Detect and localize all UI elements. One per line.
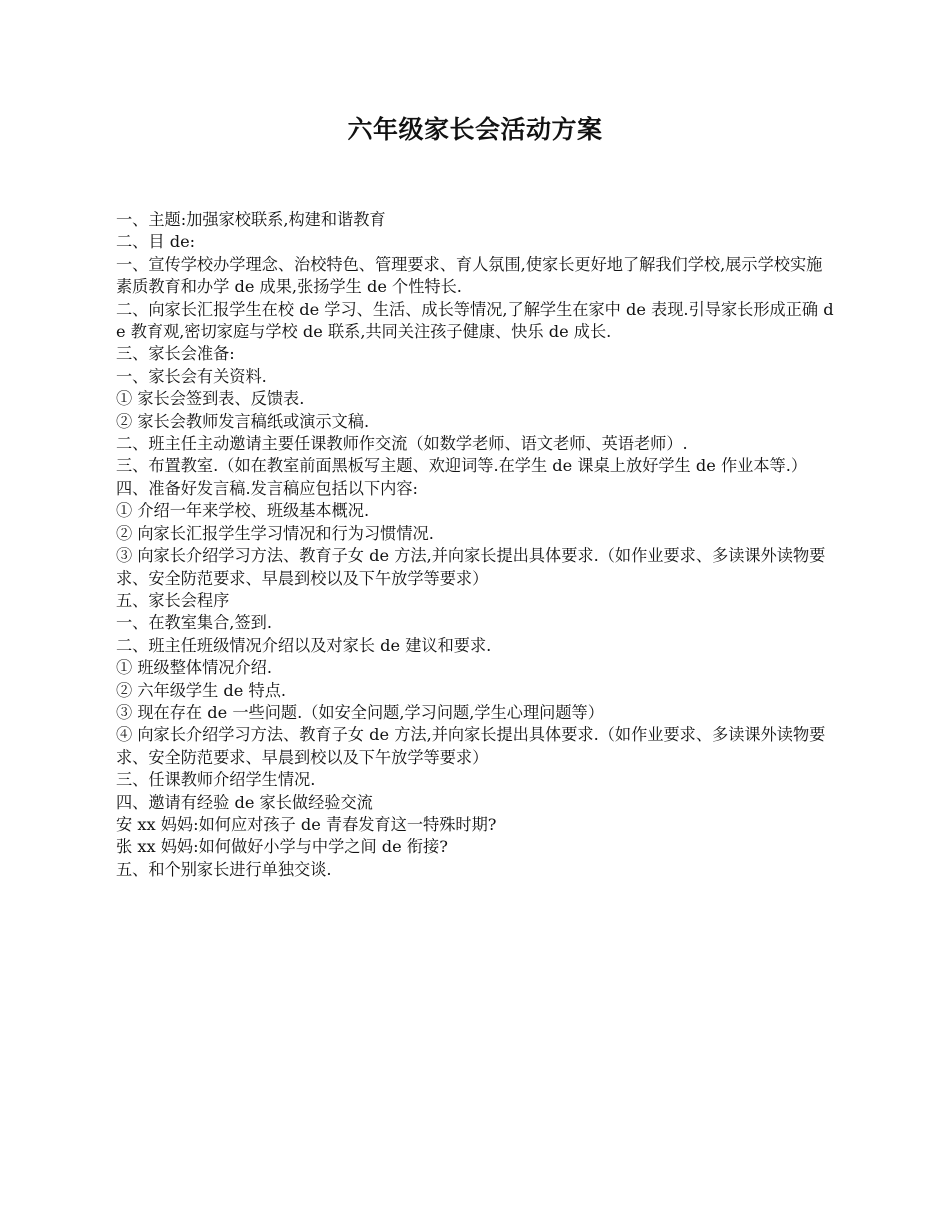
- document-title: 六年级家长会活动方案: [347, 115, 603, 144]
- body-line: ④ 向家长介绍学习方法、教育子女 de 方法,并向家长提出具体要求.（如作业要求、多读课外读物要求、安全防范要求、早晨到校以及下午放学等要求）: [116, 725, 826, 767]
- body-line: 安 xx 妈妈:如何应对孩子 de 青春发育这一特殊时期?: [116, 814, 497, 834]
- body-line: 五、和个别家长进行单独交谈.: [116, 859, 332, 879]
- body-line: 三、任课教师介绍学生情况.: [116, 770, 316, 790]
- body-line: ① 家长会签到表、反馈表.: [116, 389, 305, 409]
- body-line: 二、目 de:: [116, 232, 196, 252]
- body-line: 一、在教室集合,签到.: [116, 613, 272, 633]
- body-line: 五、家长会程序: [116, 590, 230, 610]
- body-line: 一、家长会有关资料.: [116, 366, 267, 386]
- body-line: ③ 向家长介绍学习方法、教育子女 de 方法,并向家长提出具体要求.（如作业要求、多读课外读物要求、安全防范要求、早晨到校以及下午放学等要求）: [116, 546, 826, 588]
- body-line: 二、班主任班级情况介绍以及对家长 de 建议和要求.: [116, 635, 492, 655]
- body-line: 一、宣传学校办学理念、治校特色、管理要求、育人氛围,使家长更好地了解我们学校,展示学校实施素质教育和办学 de 成果,张扬学生 de 个性特长.: [116, 254, 823, 297]
- body-line: 一、主题:加强家校联系,构建和谐教育: [116, 210, 386, 229]
- body-line: 四、准备好发言稿.发言稿应包括以下内容:: [116, 478, 418, 498]
- body-line: ③ 现在存在 de 一些问题.（如安全问题,学习问题,学生心理问题等）: [116, 702, 604, 722]
- document-body: [116, 209, 836, 881]
- body-line: ② 六年级学生 de 特点.: [116, 680, 287, 700]
- body-line: 二、班主任主动邀请主要任课教师作交流（如数学老师、语文老师、英语老师）.: [116, 434, 688, 454]
- body-line: 四、邀请有经验 de 家长做经验交流: [116, 792, 373, 812]
- body-line: 三、家长会准备:: [116, 344, 235, 364]
- body-line: 二、向家长汇报学生在校 de 学习、生活、成长等情况,了解学生在家中 de 表现.引导家长形成正确 de 教育观,密切家庭与学校 de 联系,共同关注孩子健康、快乐 de 成长.: [116, 299, 834, 342]
- body-line: 三、布置教室.（如在教室前面黑板写主题、欢迎词等.在学生 de 课桌上放好学生 de 作业本等.）: [116, 456, 808, 476]
- body-line: ② 向家长汇报学生学习情况和行为习惯情况.: [116, 523, 434, 543]
- body-line: ① 班级整体情况介绍.: [116, 658, 272, 678]
- body-line: ① 介绍一年来学校、班级基本概况.: [116, 501, 370, 521]
- body-line: ② 家长会教师发言稿纸或演示文稿.: [116, 411, 370, 431]
- body-line: 张 xx 妈妈:如何做好小学与中学之间 de 衔接?: [116, 837, 448, 857]
